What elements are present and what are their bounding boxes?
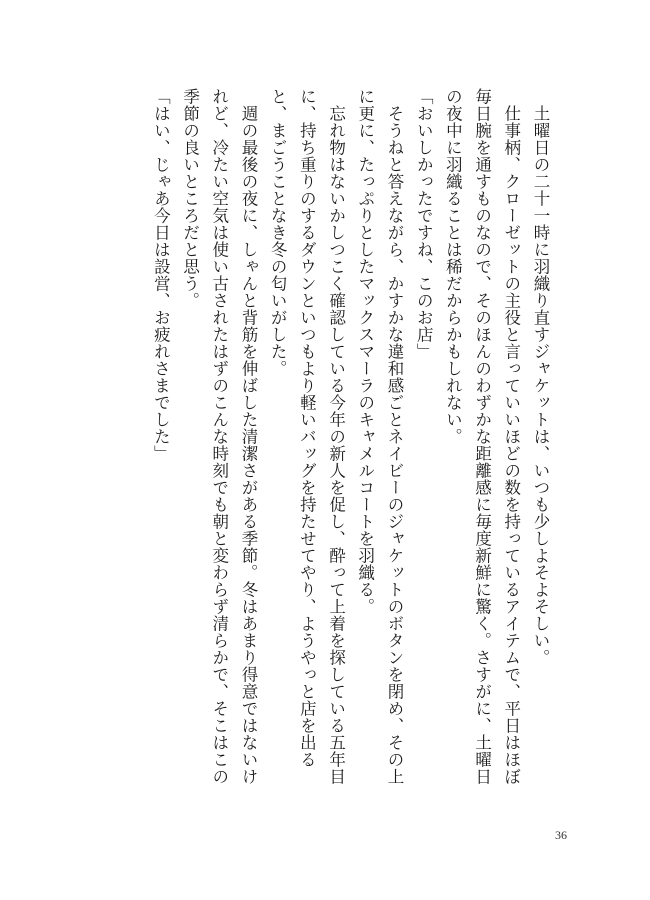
paragraph-2: 仕事柄、クローゼットの主役と言っていいほどの数を持っているアイテムで、平日はほぼ毎日腕を通すものなので、そのほんのわずかな距離感に毎度新鮮に驚く。さすがに、土曜日の夜中に羽織ることは稀だからかもしれない。 (443, 88, 521, 785)
dialogue-2: 「はい、じゃあ今日は設営、お疲れさまでした」 (151, 88, 171, 462)
paragraph-3: そうねと答えながら、かすかな違和感ごとネイビーのジャケットのボタンを閉め、その上に更に、たっぷりとしたマックスマーラのキャメルコートを羽織る。 (355, 88, 404, 785)
vertical-text-body (146, 88, 555, 800)
page-number: 36 (555, 828, 567, 842)
paragraph-4: 忘れ物はないかしつこく確認している今年の新人を促し、酔って上着を探している五年目に、持ち重りのするダウンといつもより軽いバッグを持たせてやり、ようやっと店を出ると、まごうことなき冬の匂いがした。 (268, 88, 346, 785)
paragraph-1: 土曜日の二十一時に羽織り直すジャケットは、いつも少しよそよそしい。 (531, 104, 550, 666)
paragraph-5: 週の最後の夜に、しゃんと背筋を伸ばした清潔さがある季節。冬はあまり得意ではないけれど、冷たい空気は使い古されたはずのこんな時刻でも朝と変わらず清らかで、そこはこの季節の良いところだと思う。 (180, 88, 258, 785)
dialogue-1: 「おいしかったですね、このお店」 (414, 88, 434, 360)
